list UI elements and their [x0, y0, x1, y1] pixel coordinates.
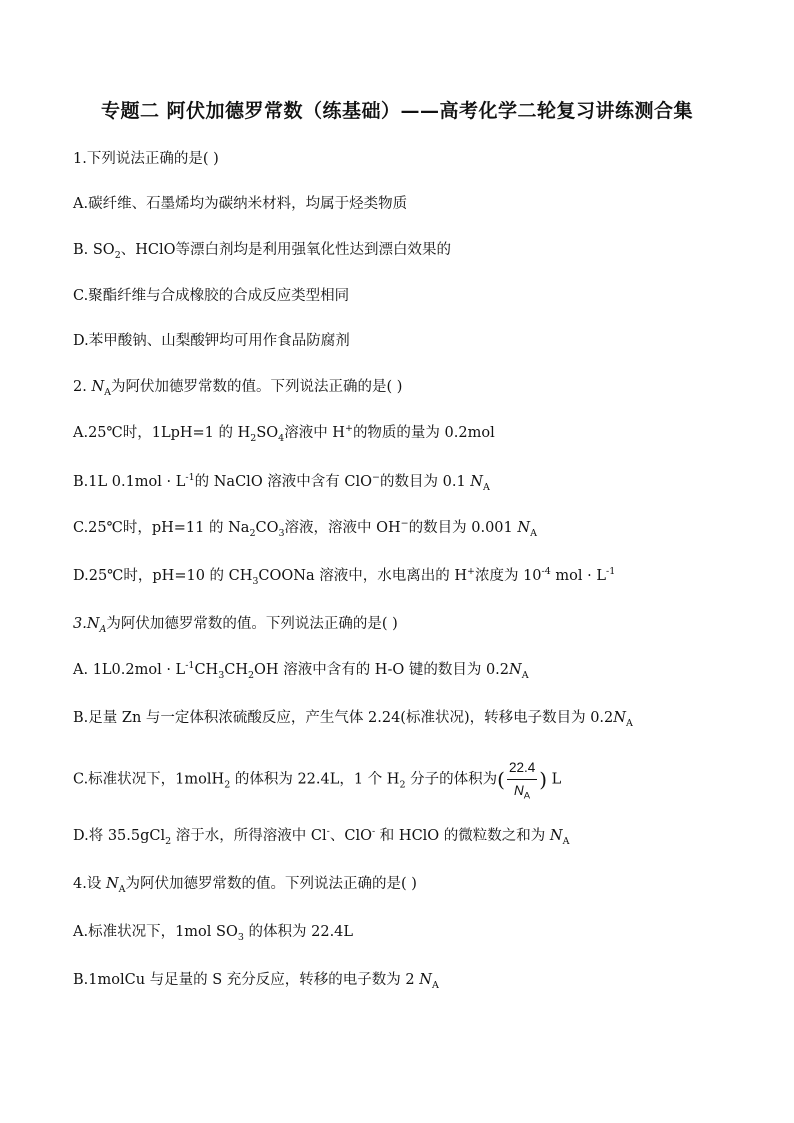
q2-option-d: D.25℃时，pH=10 的 $CH_3COONa$ 溶液中，水电离出的 H+浓度为 $10^{-4}$ mol · $L^{-1}$	[73, 566, 616, 587]
page-title: 专题二 阿伏加德罗常数（练基础）——高考化学二轮复习讲练测合集	[100, 100, 694, 122]
q3-option-c: C.标准状况下，1molH$_2$ 的体积为 22.4L，1 个 $H_2$ 分子的体积为( $\frac{22.4}{N_A}$ ) L	[73, 760, 562, 802]
q2-stem: 2. $N_A$为阿伏加德罗常数的值。下列说法正确的是( )	[73, 379, 403, 398]
q1-option-d: D.苯甲酸钠、山梨酸钾均可用作食品防腐剂	[73, 333, 350, 349]
q4-option-b: B.1molCu 与足量的 S 充分反应，转移的电子数为 2 $N_A$	[73, 972, 439, 991]
q4-option-a: A.标准状况下，1mol $SO_3$ 的体积为 22.4L	[73, 924, 354, 943]
q3-option-b: B.足量 Zn 与一定体积浓硫酸反应，产生气体 2.24(标准状况)，转移电子数目为 $0.2N_A$	[73, 710, 633, 729]
q2-option-b: B.1L $0.1mol \cdot L^{-1}$的 NaClO 溶液中含有 ClO−的数目为 0.1 $N_A$	[73, 472, 490, 493]
q2-option-c: C.25℃时，pH=11 的 $Na_2CO_3$溶液，溶液中 OH−的数目为 0.001 $N_A$	[73, 518, 537, 539]
fraction: $\frac{22.4}{N_A}$	[508, 760, 536, 802]
q3-option-d: D.将 35.5gCl$_2$ 溶于水，所得溶液中 Cl-、ClO- 和 HClO 的微粒数之和为 $N_A$	[73, 826, 570, 847]
q2-option-a: A.25℃时，1LpH=1 的 $H_2SO_4$溶液中 H+的物质的量为 0.2mol	[73, 423, 495, 444]
q1-option-a: A.碳纤维、石墨烯均为碳纳米材料，均属于烃类物质	[73, 196, 408, 212]
q1-option-b: B. $SO_2$、HClO等漂白剂均是利用强氧化性达到漂白效果的	[73, 242, 452, 261]
q4-stem: 4.设 $N_A$为阿伏加德罗常数的值。下列说法正确的是( )	[73, 876, 417, 895]
q1-option-c: C.聚酯纤维与合成橡胶的合成反应类型相同	[73, 288, 350, 304]
q1-stem: 1.下列说法正确的是( )	[73, 151, 219, 167]
q3-option-a: A. $1L0.2mol \cdot L^{-1}CH_3CH_2OH$ 溶液中含有的 H-O 键的数目为 $0.2N_A$	[73, 660, 529, 681]
q3-stem: $3.N_A$为阿伏加德罗常数的值。下列说法正确的是( )	[73, 616, 398, 635]
